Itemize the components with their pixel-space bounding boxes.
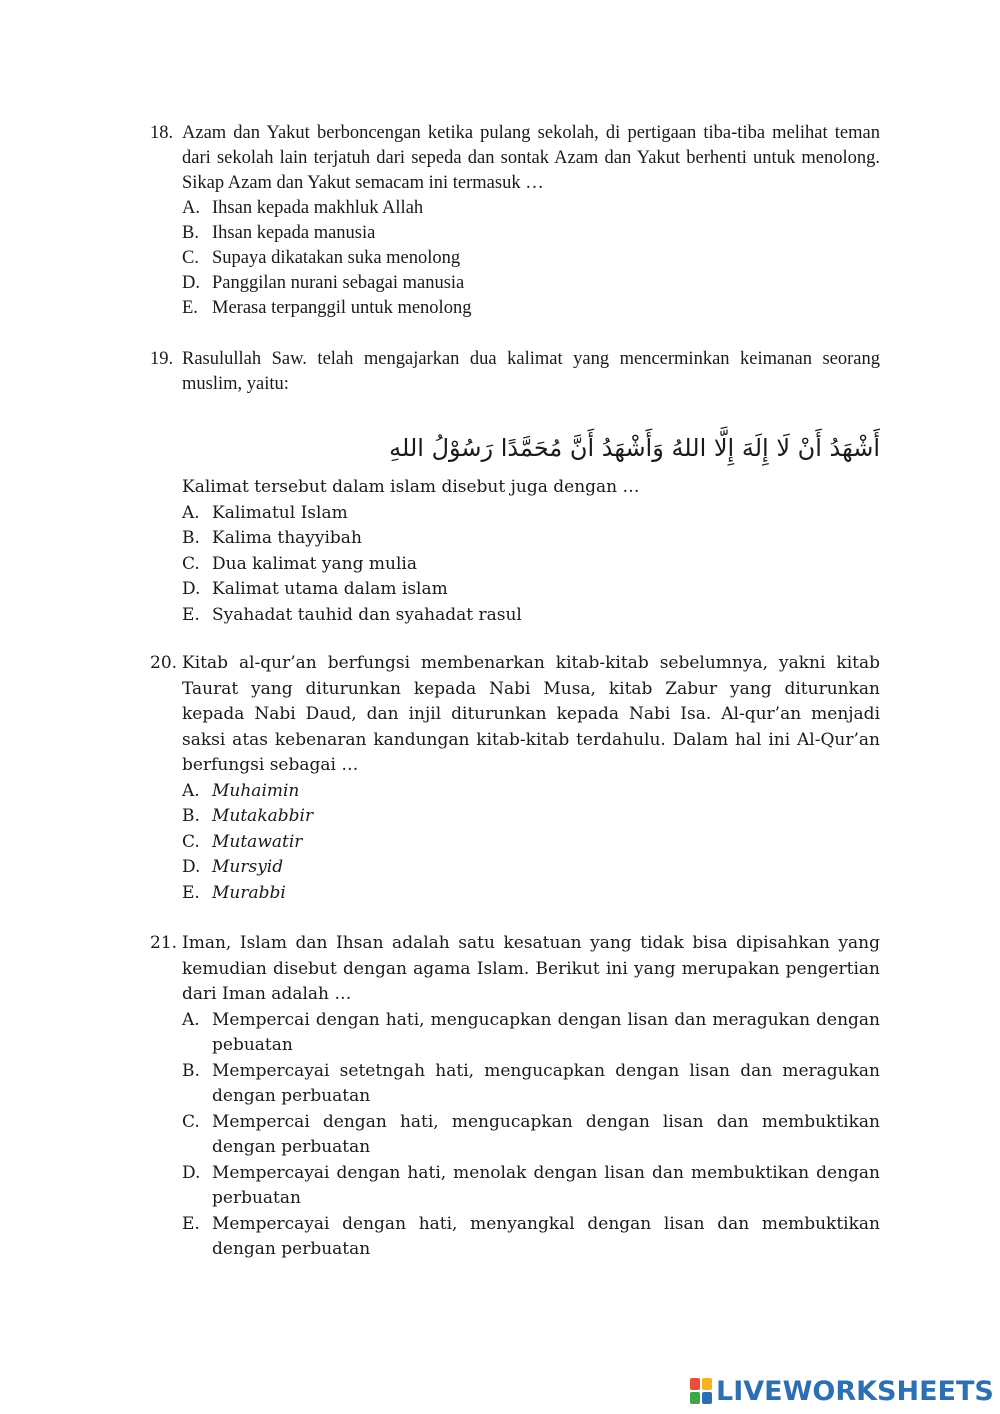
option-b[interactable] (182, 1059, 880, 1110)
question-text: Azam dan Yakut berboncengan ketika pulang sekolah, di pertigaan tiba-tiba melihat teman dari sekolah lain terjatuh dari sepeda dan sontak Azam dan Yakut berhenti untuk menolong. Sikap Azam dan Yakut semacam ini termasuk … (182, 123, 880, 193)
question-20 (150, 651, 880, 906)
option-e[interactable] (182, 881, 880, 907)
option-text: Syahadat tauhid dan syahadat rasul (212, 604, 522, 625)
brand-name: LIVEWORKSHEETS (716, 1375, 994, 1407)
option-text: Dua kalimat yang mulia (212, 553, 417, 574)
option-c[interactable] (182, 1110, 880, 1161)
question-text: Iman, Islam dan Ihsan adalah satu kesatuan yang tidak bisa dipisahkan yang kemudian disebut dengan agama Islam. Berikut ini yang merupakan pengertian dari Iman adalah … (182, 933, 880, 1004)
liveworksheets-logo-icon (690, 1378, 712, 1404)
option-e[interactable] (182, 1212, 880, 1263)
option-letter: E. (182, 882, 200, 903)
option-letter: E. (182, 1213, 200, 1234)
option-text: Panggilan nurani sebagai manusia (212, 273, 465, 293)
option-b[interactable] (182, 526, 880, 552)
question-18 (150, 121, 880, 321)
option-a[interactable] (182, 196, 880, 221)
option-text: Ihsan kepada manusia (212, 223, 376, 243)
option-text: Mursyid (212, 857, 284, 877)
option-a[interactable] (182, 1008, 880, 1059)
option-text: Kalimat utama dalam islam (212, 579, 448, 599)
option-letter: A. (182, 502, 200, 523)
option-letter: B. (182, 806, 200, 826)
option-text: Mutawatir (212, 831, 303, 852)
question-followup: Kalimat tersebut dalam islam disebut juga dengan … (182, 477, 640, 497)
option-text: Ihsan kepada makhluk Allah (212, 198, 424, 218)
option-e[interactable] (182, 296, 880, 321)
question-number: 19. (150, 349, 174, 369)
option-letter: D. (182, 579, 201, 599)
option-b[interactable] (182, 221, 880, 246)
question-19 (150, 347, 880, 628)
option-text: Mutakabbir (212, 806, 314, 826)
option-text: Supaya dikatakan suka menolong (212, 248, 461, 268)
option-text: Mempercayai dengan hati, menolak dengan lisan dan membuktikan dengan perbuatan (212, 1162, 880, 1208)
option-c[interactable] (182, 246, 880, 271)
option-letter: A. (182, 1009, 200, 1030)
option-letter: A. (182, 780, 200, 801)
arabic-shahada-text: أَشْهَدُ أَنْ لَا إِلَهَ إِلَّا اللهُ وَأَشْهَدُ أَنَّ مُحَمَّدًا رَسُوْلُ اللهِ (389, 434, 880, 462)
option-letter: D. (182, 857, 201, 877)
logo-tile (702, 1378, 712, 1390)
option-text: Mempercayai dengan hati, menyangkal dengan lisan dan membuktikan dengan perbuatan (212, 1213, 880, 1259)
question-21 (150, 931, 880, 1263)
logo-tile (690, 1378, 700, 1390)
option-text: Kalima thayyibah (212, 528, 362, 548)
option-e[interactable] (182, 603, 880, 629)
option-letter: E. (182, 604, 200, 625)
option-letter: C. (182, 248, 199, 268)
question-number: 18. (150, 123, 174, 143)
option-letter: B. (182, 1060, 200, 1081)
option-letter: B. (182, 223, 199, 243)
logo-tile (690, 1392, 700, 1404)
option-text: Mempercayai setetngah hati, mengucapkan dengan lisan dan meragukan dengan perbuatan (212, 1060, 880, 1106)
option-letter: C. (182, 1111, 200, 1132)
question-number: 21. (150, 933, 178, 953)
option-b[interactable] (182, 804, 880, 830)
option-d[interactable] (182, 1161, 880, 1212)
option-text: Mempercai dengan hati, mengucapkan dengan lisan dan membuktikan dengan perbuatan (212, 1111, 880, 1157)
option-c[interactable] (182, 552, 880, 578)
option-letter: A. (182, 198, 200, 218)
option-text: Muhaimin (212, 780, 300, 801)
option-d[interactable] (182, 855, 880, 881)
option-c[interactable] (182, 830, 880, 856)
option-letter: C. (182, 831, 200, 852)
option-text: Mempercai dengan hati, mengucapkan dengan lisan dan meragukan dengan pebuatan (212, 1009, 880, 1055)
question-text: Kitab al-qur’an berfungsi membenarkan kitab-kitab sebelumnya, yakni kitab Taurat yang diturunkan kepada Nabi Musa, kitab Zabur yang diturunkan kepada Nabi Daud, dan injil diturunkan kepada Nabi Isa. Al-qur’an menjadi saksi atas kebenaran kandungan kitab-kitab terdahulu. Dalam hal ini Al-Qur’an berfungsi sebagai … (182, 653, 880, 775)
option-text: Merasa terpanggil untuk menolong (212, 298, 472, 318)
option-letter: C. (182, 553, 200, 574)
option-a[interactable] (182, 501, 880, 527)
option-letter: D. (182, 273, 200, 293)
option-text: Kalimatul Islam (212, 502, 348, 523)
option-text: Murabbi (212, 882, 286, 903)
question-text: Rasulullah Saw. telah mengajarkan dua kalimat yang mencerminkan keimanan seorang muslim, yaitu: (182, 349, 880, 394)
logo-tile (702, 1392, 712, 1404)
liveworksheets-branding[interactable] (690, 1373, 994, 1409)
option-d[interactable] (182, 271, 880, 296)
option-d[interactable] (182, 577, 880, 603)
option-a[interactable] (182, 779, 880, 805)
option-letter: D. (182, 1162, 201, 1183)
option-letter: E. (182, 298, 198, 318)
option-letter: B. (182, 528, 200, 548)
question-number: 20. (150, 653, 178, 673)
